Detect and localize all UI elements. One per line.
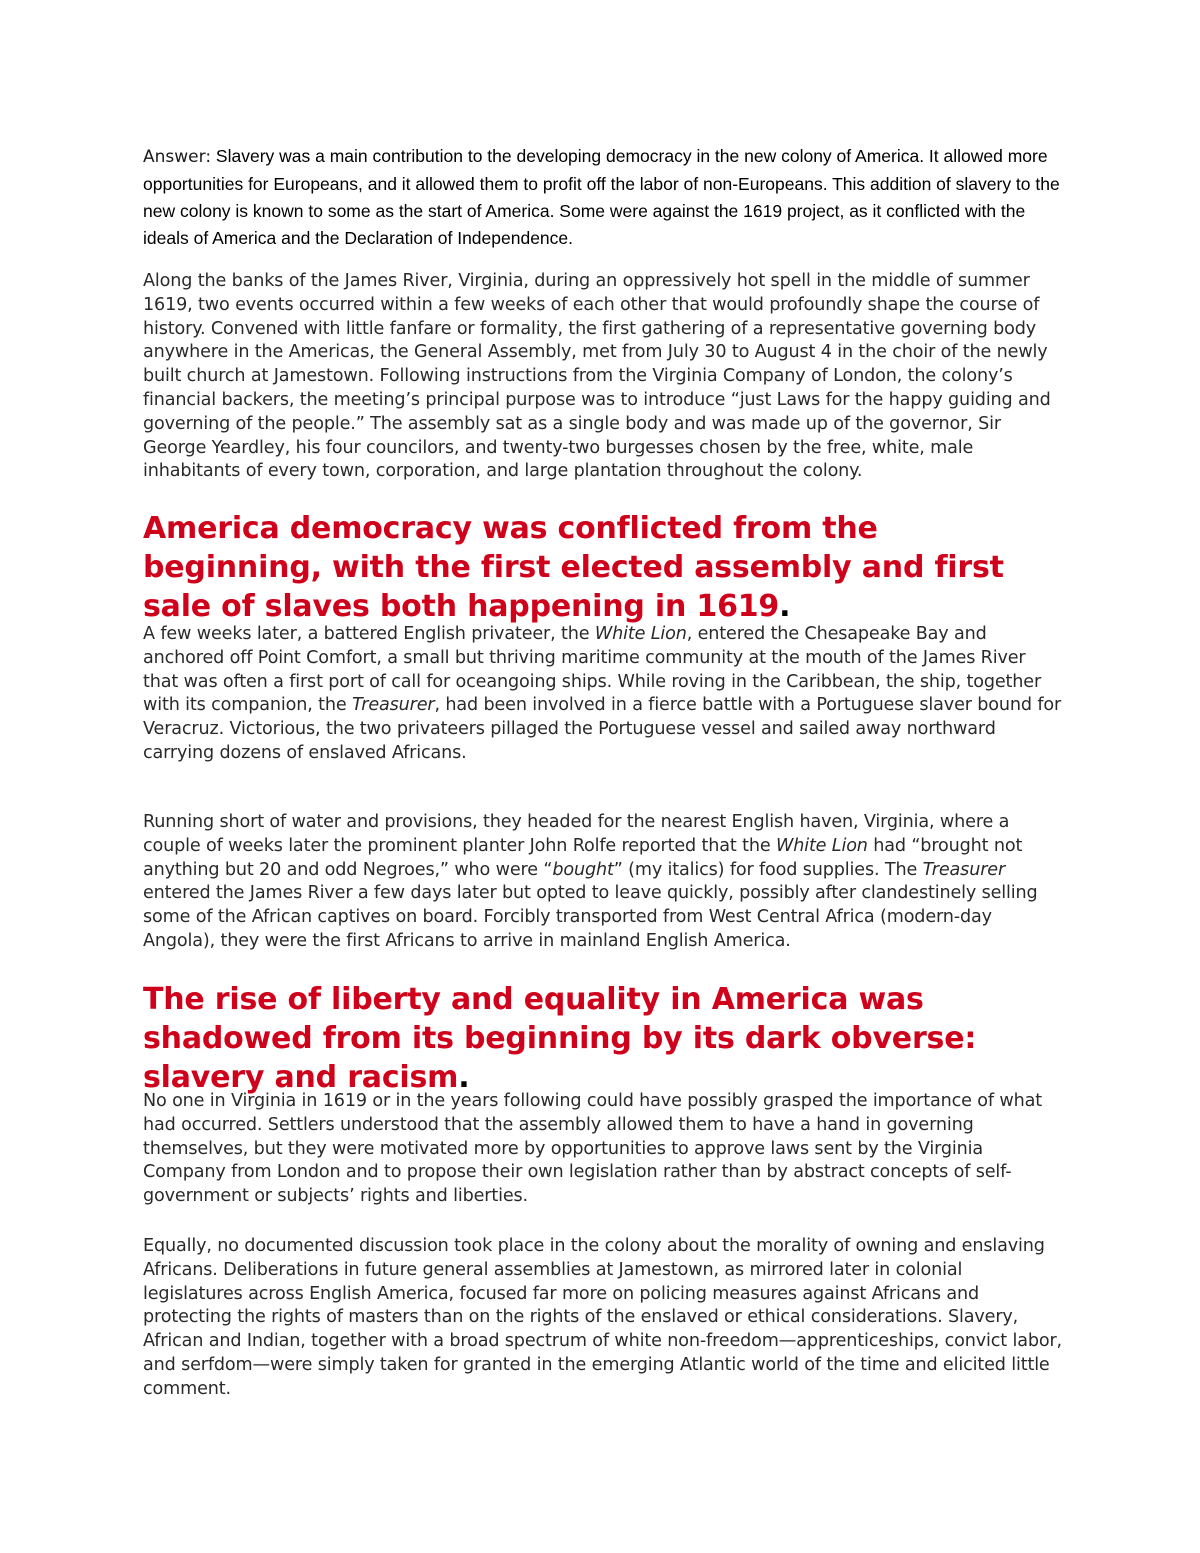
ship-name-italic: White Lion [775, 835, 868, 856]
text-run: ” (my italics) for food supplies. The [613, 859, 923, 880]
heading-rise-of-liberty [143, 980, 1063, 1097]
answer-label: Answer: [143, 147, 212, 167]
answer-text: Slavery was a main contribution to the developing democracy in the new colony of America. It allowed more opportunities for Europeans, and it allowed them to profit off the labor of non-Europeans. This addition of slavery to the new colony is known to some as the start of America. Some were against the 1619 project, as it conflicted with the ideals of America and the Declaration of Independence. [143, 146, 1060, 248]
ship-name-italic: Treasurer [922, 859, 1006, 880]
paragraph-equally: Equally, no documented discussion took place in the colony about the morality of owning and enslaving Africans. Deliberations in future general assemblies at Jamestown, as mirrored later in colonial legislatures across English America, focused far more on policing measures against Africans and protecting the rights of masters than on the rights of the enslaved or ethical considerations. Slavery, African and Indian, together with a broad spectrum of white non-freedom—apprenticeships, convict labor, and serfdom—were simply taken for granted in the emerging Atlantic world of the time and elicited little comment. [143, 1236, 1062, 1399]
paragraph-no-one-in-virginia: No one in Virginia in 1619 or in the years following could have possibly grasped the importance of what had occurred. Settlers understood that the assembly allowed them to have a hand in governing themselves, but they were motivated more by opportunities to approve laws sent by the Virginia Company from London and to propose their own legislation rather than by abstract concepts of self-government or subjects’ rights and liberties. [143, 1091, 1043, 1207]
answer-block [143, 143, 1073, 252]
paragraph-white-lion [143, 623, 1063, 766]
emphasis-italic: bought [552, 859, 614, 880]
paragraph-general-assembly: Along the banks of the James River, Virginia, during an oppressively hot spell in the middle of summer 1619, two events occurred within a few weeks of each other that would profoundly shape the course of history. Convened with little fanfare or formality, the first gathering of a representative governing body anywhere in the Americas, the General Assembly, met from July 30 to August 4 in the choir of the newly built church at Jamestown. Following instructions from the Virginia Company of London, the colony’s financial backers, the meeting’s principal purpose was to introduce “just Laws for the happy guiding and governing of the people.” The assembly sat as a single body and was made up of the governor, Sir George Yeardley, his four councilors, and twenty-two burgesses chosen by the free, white, male inhabitants of every town, corporation, and large plantation throughout the colony. [143, 271, 1051, 482]
heading-democracy-conflicted [143, 509, 1063, 626]
heading-text: America democracy was conflicted from the beginning, with the first elected assembly and first sale of slaves both happening in 1619 [143, 511, 1004, 624]
text-run: A few weeks later, a battered English privateer, the [143, 624, 595, 644]
ship-name-italic: Treasurer [352, 695, 435, 716]
text-run: entered the James River a few days later but opted to leave quickly, possibly after clandestinely selling some of the African captives on board. Forcibly transported from West Central Africa (modern-day Angola), they were the first Africans to arrive in mainland English America. [143, 883, 1038, 951]
paragraph-running-short [143, 811, 1063, 954]
text-run: had “brought not anything but 20 and odd Negroes,” who were “ [143, 835, 1023, 880]
heading-text: The rise of liberty and equality in America was shadowed from its beginning by its dark obverse: slavery and racism [143, 982, 977, 1095]
heading-period: . [779, 589, 791, 624]
text-run: , entered the Chesapeake Bay and anchored off Point Comfort, a small but thriving maritime community at the mouth of the James River that was often a first port of call for oceangoing ships. While roving in the Caribbean, the ship, together with its companion, the [143, 624, 1042, 716]
text-run: Running short of water and provisions, they headed for the nearest English haven, Virginia, where a couple of weeks later the prominent planter John Rolfe reported that the [143, 812, 1010, 856]
text-run: , had been involved in a fierce battle with a Portuguese slaver bound for Veracruz. Victorious, the two privateers pillaged the Portuguese vessel and sailed away northward carrying dozens of enslaved Africans. [143, 695, 1062, 763]
heading-period: . [458, 1060, 470, 1095]
ship-name-italic: White Lion [594, 624, 687, 644]
